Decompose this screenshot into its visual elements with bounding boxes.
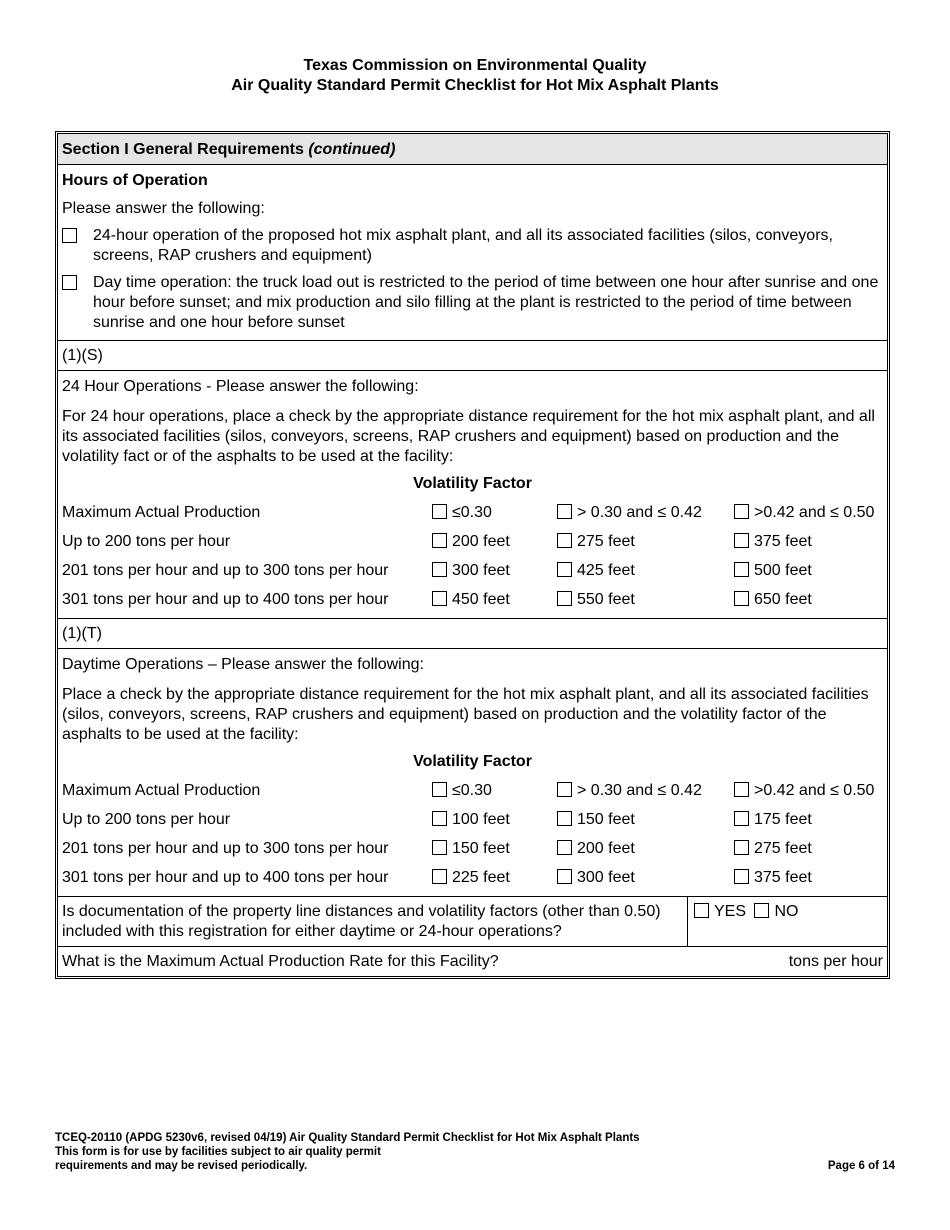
column-header-production: Maximum Actual Production: [62, 782, 261, 799]
agency-name: Texas Commission on Environmental Quality: [303, 57, 647, 74]
vf-col-2: > 0.30 and ≤ 0.42: [557, 498, 734, 527]
page-number: Page 6 of 14: [827, 1160, 895, 1172]
footer-form-id: TCEQ-20110 (APDG 5230v6, revised 04/19) Air Quality Standard Permit Checklist for Hot Mix Asphalt Plants: [55, 1132, 640, 1144]
distance-checkbox[interactable]: [734, 562, 749, 577]
option-24-hour: [62, 222, 883, 269]
page-footer: [55, 1131, 895, 1173]
distance-checkbox[interactable]: [557, 533, 572, 548]
yes-label: YES: [714, 903, 747, 920]
distance-option: 175 feet: [734, 805, 889, 834]
option-24-hour-label: 24-hour operation of the proposed hot mix asphalt plant, and all its associated facilities (silos, conveyors, screens, RAP crushers and equipment): [93, 227, 833, 264]
hours-of-operation-block: [58, 164, 887, 340]
vf-col-3: >0.42 and ≤ 0.50: [734, 498, 889, 527]
row-label: 201 tons per hour and up to 300 tons per hour: [62, 840, 389, 857]
option-daytime-label: Day time operation: the truck load out is restricted to the period of time between one hour after sunrise and one hour before sunset; and mix production and silo filling at the plant is restricted to the period of time between sunrise and one hour before sunset: [93, 274, 879, 331]
volatility-factor-heading: Volatility Factor: [413, 753, 532, 770]
24-hour-instructions: For 24 hour operations, place a check by the appropriate distance requirement for the hot mix asphalt plant, and all its associated facilities (silos, conveyors, screens, RAP crushers and equipment) based on production and the volatility fact or of the asphalts to be used at the facility:: [62, 408, 875, 465]
distance-checkbox[interactable]: [557, 591, 572, 606]
vf-col-1-checkbox[interactable]: [432, 504, 447, 519]
distance-option: 275 feet: [557, 527, 734, 556]
row-label: 201 tons per hour and up to 300 tons per hour: [62, 562, 389, 579]
section-continued: (continued): [308, 141, 396, 158]
distance-option: 150 feet: [432, 834, 557, 863]
no-label: NO: [774, 903, 799, 920]
vf-col-2: > 0.30 and ≤ 0.42: [557, 776, 734, 805]
documentation-question-text: Is documentation of the property line distances and volatility factors (other than 0.50) included with this registration for either daytime or 24-hour operations?: [58, 897, 688, 946]
page-header: [0, 56, 950, 96]
daytime-prompt: Daytime Operations – Please answer the following:: [62, 656, 424, 673]
distance-checkbox[interactable]: [432, 533, 447, 548]
distance-checkbox[interactable]: [557, 840, 572, 855]
distance-option: 200 feet: [557, 834, 734, 863]
production-rate-unit[interactable]: tons per hour: [788, 953, 883, 970]
daytime-distance-table: [62, 776, 883, 892]
vf-col-1: ≤0.30: [432, 776, 557, 805]
option-daytime: [62, 269, 883, 336]
volatility-factor-heading: Volatility Factor: [413, 475, 532, 492]
24-hour-prompt: 24 Hour Operations - Please answer the following:: [62, 378, 419, 395]
distance-checkbox[interactable]: [432, 811, 447, 826]
section-header: [58, 134, 887, 164]
distance-option: 100 feet: [432, 805, 557, 834]
daytime-instructions: Place a check by the appropriate distance requirement for the hot mix asphalt plant, and all its associated facilities (silos, conveyors, screens, RAP crushers and equipment) based on production and the volatility factor of the asphalts to be used at the facility:: [62, 686, 869, 743]
section-ref-1t: (1)(T): [58, 618, 887, 648]
24-hour-operations-block: [58, 370, 887, 618]
production-rate-question-text: What is the Maximum Actual Production Rate for this Facility?: [62, 953, 499, 970]
24-hour-distance-table: [62, 498, 883, 614]
distance-checkbox[interactable]: [734, 840, 749, 855]
row-label: Up to 200 tons per hour: [62, 533, 231, 550]
option-daytime-checkbox[interactable]: [62, 275, 77, 290]
distance-checkbox[interactable]: [734, 591, 749, 606]
yes-checkbox[interactable]: [694, 903, 709, 918]
vf-col-1: ≤0.30: [432, 498, 557, 527]
no-checkbox[interactable]: [754, 903, 769, 918]
distance-checkbox[interactable]: [557, 562, 572, 577]
checklist-form: [55, 131, 890, 979]
vf-col-2-checkbox[interactable]: [557, 504, 572, 519]
distance-checkbox[interactable]: [734, 869, 749, 884]
row-label: 301 tons per hour and up to 400 tons per hour: [62, 591, 389, 608]
row-label: Up to 200 tons per hour: [62, 811, 231, 828]
row-label: 301 tons per hour and up to 400 tons per hour: [62, 869, 389, 886]
distance-checkbox[interactable]: [557, 811, 572, 826]
section-title: Section I General Requirements: [62, 141, 304, 158]
distance-option: 275 feet: [734, 834, 889, 863]
distance-option: 300 feet: [432, 556, 557, 585]
distance-option: 200 feet: [432, 527, 557, 556]
footer-note-2: requirements and may be revised periodically.: [55, 1160, 308, 1172]
column-header-production: Maximum Actual Production: [62, 504, 261, 521]
distance-option: 225 feet: [432, 863, 557, 892]
distance-checkbox[interactable]: [432, 869, 447, 884]
production-rate-question: [58, 946, 887, 976]
distance-checkbox[interactable]: [432, 562, 447, 577]
option-24-hour-checkbox[interactable]: [62, 228, 77, 243]
distance-option: 650 feet: [734, 585, 889, 614]
distance-option: 300 feet: [557, 863, 734, 892]
distance-option: 550 feet: [557, 585, 734, 614]
distance-checkbox[interactable]: [734, 811, 749, 826]
distance-checkbox[interactable]: [432, 591, 447, 606]
hours-title: Hours of Operation: [62, 172, 208, 189]
form-title: Air Quality Standard Permit Checklist for Hot Mix Asphalt Plants: [231, 77, 719, 94]
distance-checkbox[interactable]: [734, 533, 749, 548]
vf-col-1-checkbox[interactable]: [432, 782, 447, 797]
distance-checkbox[interactable]: [432, 840, 447, 855]
distance-option: 375 feet: [734, 863, 889, 892]
distance-option: 150 feet: [557, 805, 734, 834]
distance-option: 450 feet: [432, 585, 557, 614]
vf-col-3: >0.42 and ≤ 0.50: [734, 776, 889, 805]
distance-option: 375 feet: [734, 527, 889, 556]
distance-option: 425 feet: [557, 556, 734, 585]
documentation-answer: [688, 897, 802, 946]
distance-checkbox[interactable]: [557, 869, 572, 884]
hours-prompt: Please answer the following:: [62, 200, 265, 217]
vf-col-3-checkbox[interactable]: [734, 782, 749, 797]
section-ref-1s: (1)(S): [58, 340, 887, 370]
documentation-question: [58, 896, 887, 946]
distance-option: 500 feet: [734, 556, 889, 585]
daytime-operations-block: [58, 648, 887, 896]
footer-note-1: This form is for use by facilities subject to air quality permit: [55, 1146, 381, 1158]
vf-col-2-checkbox[interactable]: [557, 782, 572, 797]
vf-col-3-checkbox[interactable]: [734, 504, 749, 519]
